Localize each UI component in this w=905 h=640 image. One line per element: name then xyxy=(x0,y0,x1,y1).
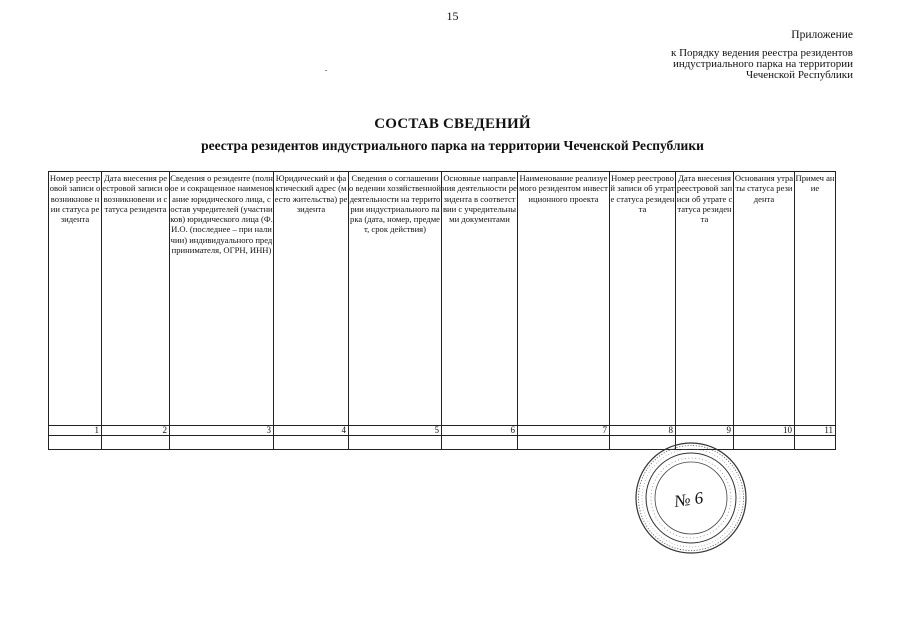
column-header: Номер реестровой записи об утрате статуса резидента xyxy=(610,172,676,426)
column-number: 7 xyxy=(518,426,610,436)
appendix-line: Чеченской Республики xyxy=(745,69,853,81)
column-number: 1 xyxy=(49,426,102,436)
table-cell xyxy=(518,436,610,450)
document-title: СОСТАВ СВЕДЕНИЙ xyxy=(374,116,531,132)
column-header: Сведения о резиденте (полное и сокращенное наименование юридического лица, состав учредителей (участников) юридического лица (Ф.И.О. (последнее – при наличии) индивидуального предпринимателя, ОГРН, ИНН) xyxy=(170,172,274,426)
column-header: Примеч ание xyxy=(795,172,836,426)
column-number: 10 xyxy=(734,426,795,436)
appendix-line: к Порядку ведения реестра резидентов xyxy=(670,47,853,59)
column-number: 2 xyxy=(102,426,170,436)
column-header: Дата внесения реестровой записи об утрате статуса резидента xyxy=(676,172,734,426)
column-header: Основания утраты статуса резидента xyxy=(734,172,795,426)
table-cell xyxy=(102,436,170,450)
table-header-row xyxy=(49,172,836,426)
table-cell xyxy=(49,436,102,450)
column-number: 3 xyxy=(170,426,274,436)
seal-number-text: № 6 xyxy=(673,488,705,511)
column-header: Юридический и фактический адрес (место жительства) резидента xyxy=(274,172,349,426)
appendix-line: индустриального парка на территории xyxy=(672,58,853,70)
appendix-title: Приложение xyxy=(791,29,853,41)
table-cell xyxy=(274,436,349,450)
registry-table xyxy=(48,171,836,450)
column-number: 5 xyxy=(349,426,442,436)
scan-speck xyxy=(325,70,327,71)
column-header: Основные направления деятельности резидента в соответствии с учредительны ми документами xyxy=(442,172,518,426)
column-number: 9 xyxy=(676,426,734,436)
table-cell xyxy=(795,436,836,450)
column-number-row xyxy=(49,426,836,436)
column-number: 11 xyxy=(795,426,836,436)
table-cell xyxy=(349,436,442,450)
column-header: Наименование реализуемого резидентом инвестиционного проекта xyxy=(518,172,610,426)
seal-stamp xyxy=(634,441,748,555)
column-number: 4 xyxy=(274,426,349,436)
column-number: 8 xyxy=(610,426,676,436)
document-subtitle: реестра резидентов индустриального парка на территории Чеченской Республики xyxy=(201,138,704,153)
page-number: 15 xyxy=(446,9,459,23)
appendix-block xyxy=(671,30,853,81)
table-cell xyxy=(170,436,274,450)
column-header: Номер реестровой записи о возникнове нии статуса резидента xyxy=(49,172,102,426)
column-number: 6 xyxy=(442,426,518,436)
table-cell xyxy=(442,436,518,450)
column-header: Сведения о соглашении о ведении хозяйственной деятельности на территории индустриального парка (дата, номер, предмет, срок действия) xyxy=(349,172,442,426)
column-header: Дата внесения реестровой записи о возникновени и статуса резидента xyxy=(102,172,170,426)
